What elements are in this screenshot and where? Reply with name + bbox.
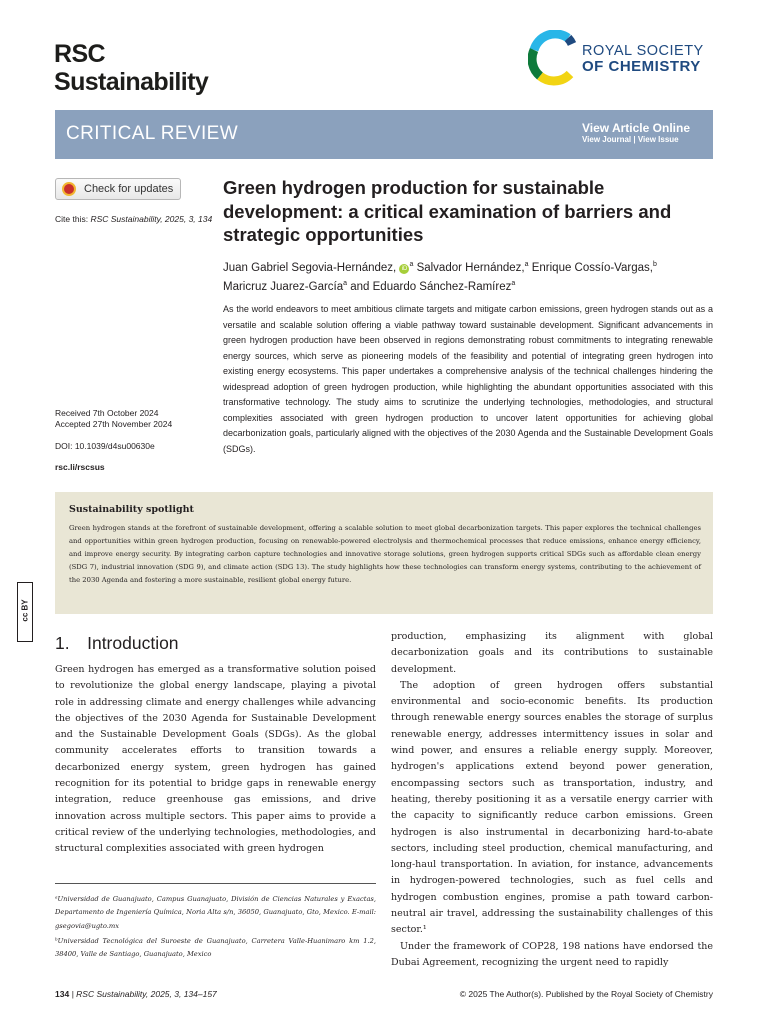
page-footer-left (55, 989, 217, 999)
view-article-online-link[interactable]: View Article Online (581, 121, 690, 135)
rsc-ring-icon (528, 30, 578, 86)
doi[interactable]: DOI: 10.1039/d4su00630e (55, 441, 155, 451)
spotlight-text: Green hydrogen stands at the forefront of sustainable development, offering a scalable solution to meet global decarbonization targets. This paper explores the technical challenges and opportunities within green hydrogen production, focusing on renewable-powered electrolysis and thermochemical processes that reduce emissions, enhance energy efficiency, and improve energy security. By integrating carbon capture technologies and innovative storage solutions, green hydrogen supports critical SDGs such as affordable clean energy (SDG 7), industrial innovation (SDG 9), and climate action (SDG 13). The study highlights how these technologies can transform energy systems, contributing to the achievement of the 2030 Agenda and fostering a more sustainable, resilient global energy future. (69, 524, 701, 584)
footnote-b: ᵇUniversidad Tecnológica del Suroeste de Guanajuato, Carretera Valle-Huanimaro km 1.2, 38400, Valle de Santiago, Guanajuato, Mexico (55, 936, 376, 959)
affil-b-3: b (652, 261, 657, 268)
author-2[interactable]: Salvador Hernández, (416, 261, 525, 274)
affil-a-5: a (511, 279, 516, 287)
footnote-a: ᵃUniversidad de Guanajuato, Campus Guanajuato, División de Ciencias Naturales y Exactas, Departamento de Ingeniería Química, Noria Alta s/n, 36050, Guanajuato, Gto, Mexico. E-mail: gsegovia@ugto.mx (55, 895, 376, 930)
author-4[interactable]: Maricruz Juarez-García (223, 280, 344, 293)
article-type: CRITICAL REVIEW (66, 123, 239, 144)
article-type-banner (55, 110, 713, 159)
dates-block (55, 408, 220, 430)
cc-license-badge[interactable] (15, 582, 35, 642)
intro-paragraph-3: Under the framework of COP28, 198 nations have endorsed the Dubai Agreement, recognizing the urgent need to rapidly (391, 940, 713, 968)
view-links (582, 121, 690, 145)
spotlight-heading: Sustainability spotlight (69, 504, 194, 515)
publisher-line1: ROYAL SOCIETY (582, 43, 704, 59)
intro-paragraph-1: Green hydrogen has emerged as a transformative solution poised to revolutionize the global energy landscape, playing a pivotal role in addressing climate and energy challenges while advancing the objectives of the 2030 Agenda for Sustainable Development and the Sustainable Development Goals (SDGs). As the global community accelerates efforts to transition towards a decarbonized energy system, green hydrogen has gained recognition for its potential to bridge gaps in renewable energy integration, reduce greenhouse gas emissions, and drive innovation across multiple sectors. This paper aims to provide a critical review of the underlying technologies, methodologies, and structural complexities associated with green hydrogen (55, 664, 376, 855)
view-journal-issue-links[interactable]: View Journal | View Issue (581, 135, 679, 144)
affil-a-2: a (524, 261, 529, 268)
cite-text: RSC Sustainability, 2025, 3, 134 (90, 214, 213, 224)
affil-a-4: a (343, 279, 348, 287)
journal-shortlink[interactable]: rsc.li/rscsus (55, 462, 105, 472)
journal-name-line1: RSC (54, 40, 105, 68)
page-number: 134 (55, 989, 70, 999)
footnote-divider (55, 883, 376, 884)
author-3[interactable]: Enrique Cossío-Vargas, (531, 261, 653, 274)
intro-paragraph-2: The adoption of green hydrogen offers substantial environmental and socio-economic benefits. Its production through renewable energy sources enables the storage of surplus renewable energy, addresses intermittency issues in solar and wind power, and ensures a reliable energy supply. Moreover, hydrogen's applications extend beyond power generation, encompassing sectors such as transportation, industry, and heating, thereby positioning it as a versatile energy carrier with the capacity to significantly reduce carbon emissions. Green hydrogen is also instrumental in decarbonizing hard-to-abate sectors, including steel production, chemical manufacturing, and long-haul transportation. In aviation, for instance, advancements in hydrogen-powered technologies, such as fuel cells and hydrogen combustion engines, promise a path toward carbon-neutral air travel, addressing the sustainability challenges of this sector.¹ (391, 679, 713, 936)
cc-by-icon: cc BY (20, 599, 30, 622)
check-for-updates-label: Check for updates (84, 183, 174, 195)
rsc-logo[interactable] (528, 30, 718, 90)
crossmark-icon (62, 182, 76, 196)
footer-citation: | RSC Sustainability, 2025, 3, 134–157 (71, 989, 217, 999)
journal-name-line2: Sustainability (54, 68, 209, 96)
accepted-date: Accepted 27th November 2024 (55, 419, 173, 429)
sustainability-spotlight (55, 492, 713, 614)
citation-block (55, 214, 220, 225)
author-list (223, 257, 718, 295)
check-for-updates-button[interactable] (55, 178, 181, 200)
affiliation-footnotes (55, 893, 376, 963)
page-footer-copyright: © 2025 The Author(s). Published by the Royal Society of Chemistry (459, 989, 713, 999)
article-title: Green hydrogen production for sustainable development: a critical examination of barriers and strategic opportunities (223, 177, 672, 245)
journal-name (54, 40, 314, 96)
section-heading-introduction: 1. Introduction (55, 633, 179, 653)
cite-label: Cite this: (55, 214, 89, 224)
publisher-line2: OF CHEMISTRY (582, 58, 701, 75)
body-column-right (391, 629, 713, 971)
author-5[interactable]: and Eduardo Sánchez-Ramírez (350, 280, 512, 293)
intro-paragraph-1-cont: production, emphasizing its alignment with global decarbonization goals and its contributions to sustainable development. (391, 631, 713, 675)
affil-a-1: a (409, 261, 414, 268)
orcid-icon[interactable]: iD (399, 264, 409, 274)
author-1[interactable]: Juan Gabriel Segovia-Hernández, (223, 261, 397, 274)
body-column-left (55, 662, 376, 858)
publisher-name (582, 43, 704, 75)
abstract: As the world endeavors to meet ambitious climate targets and mitigate carbon emissions, green hydrogen stands out as a versatile and scalable solution offering a viable pathway toward sustainable development. Significant advancements in green hydrogen production have been observed in regions demonstrating robust commitments to integrating renewable energy sources, which serve as pioneering models of the feasibility and potential of integrating green hydrogen into existing energy ecosystems. This paper undertakes a comprehensive analysis of the technical challenges hindering the widespread adoption of green hydrogen production, while highlighting the abundant opportunities associated with this transformative technology. The study aims to scrutinize the underlying technologies, methodologies, and structural complexities associated with green hydrogen production to uncover latent opportunities for achieving global decarbonization goals, particularly aligned with the objectives of the 2030 Agenda and the Sustainable Development Goals (SDGs). (223, 304, 713, 454)
received-date: Received 7th October 2024 (55, 408, 159, 418)
